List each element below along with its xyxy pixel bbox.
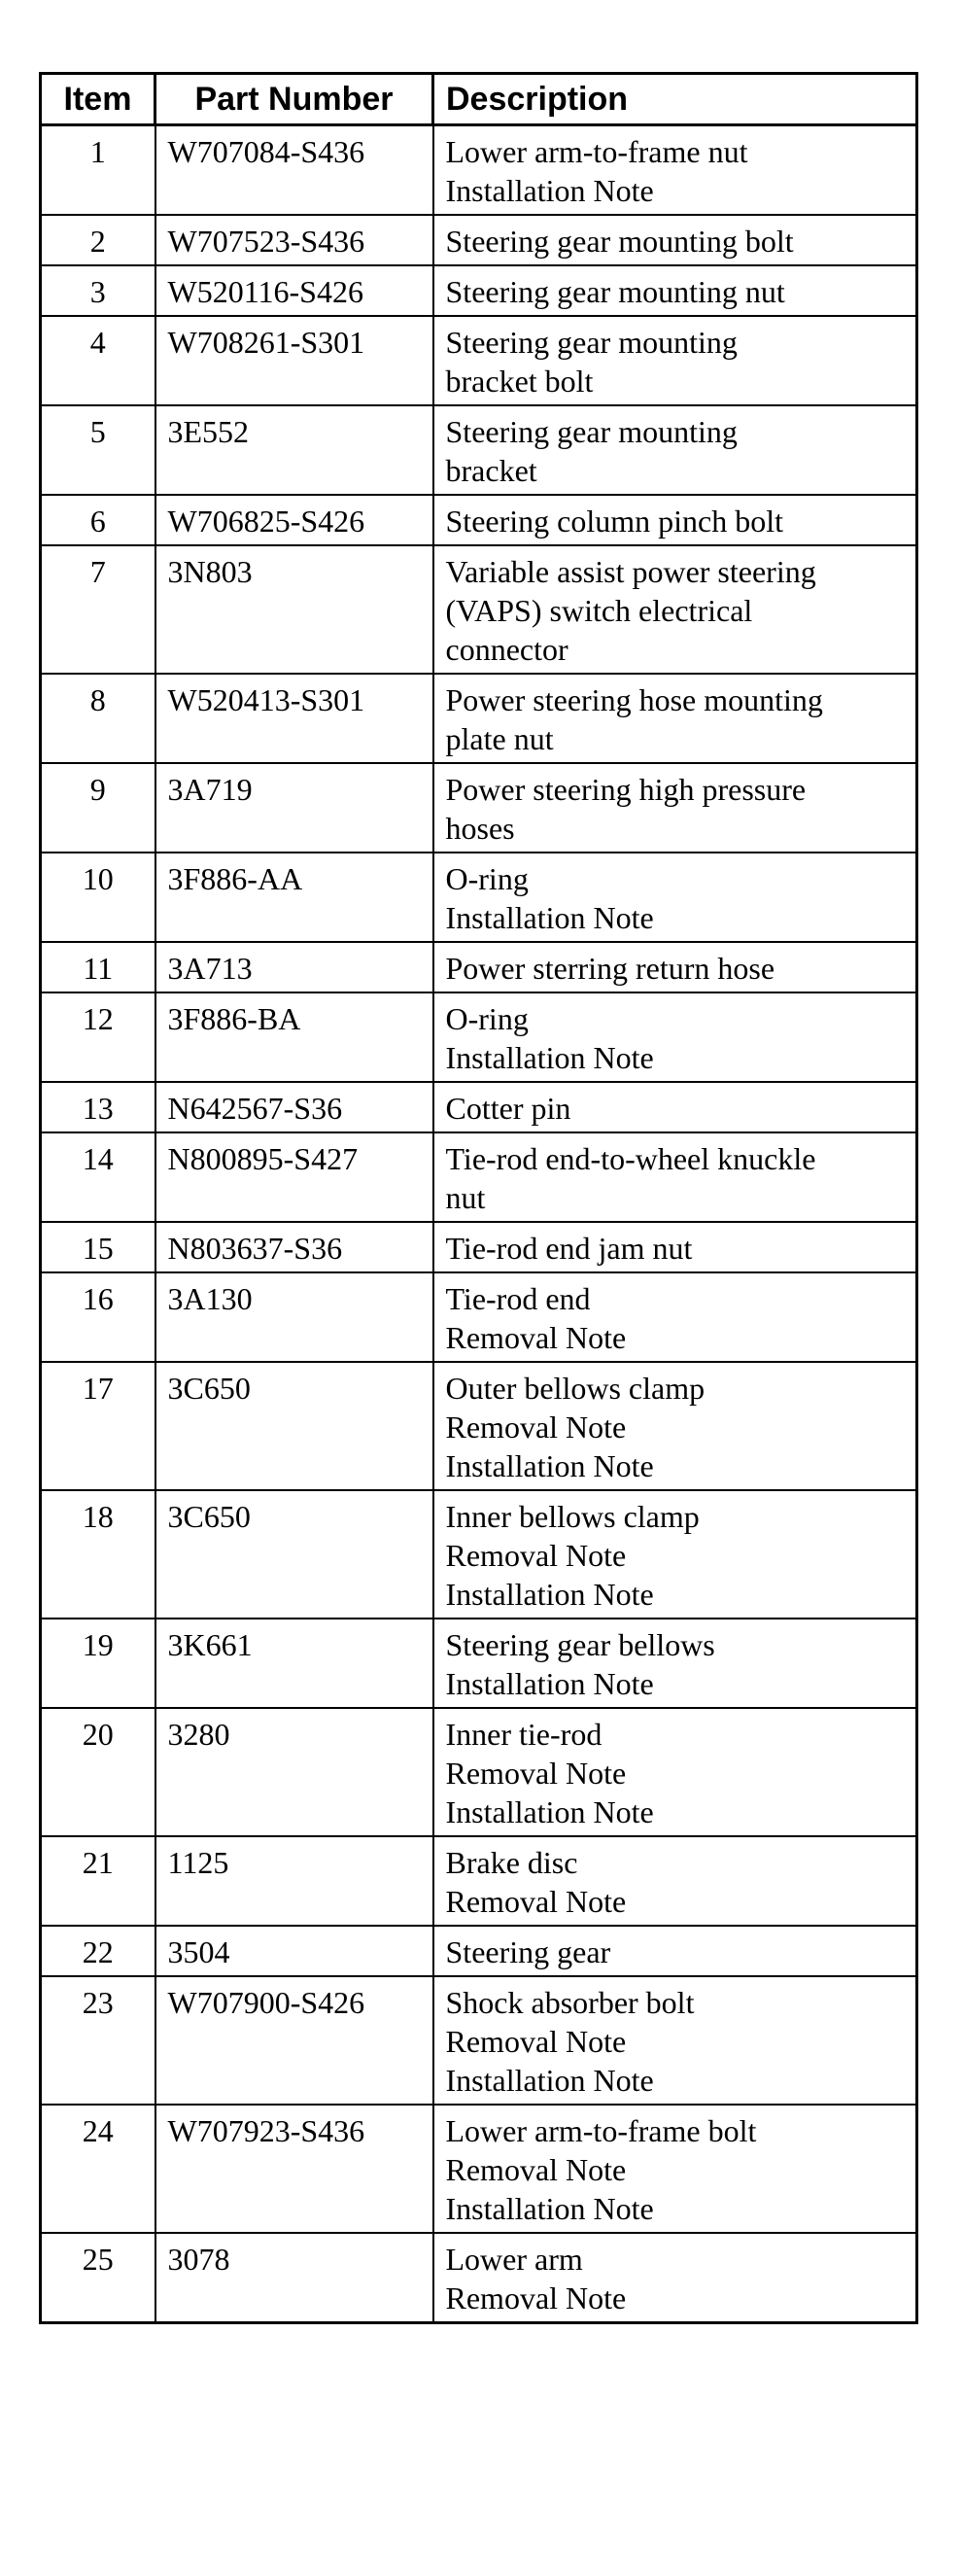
table-row <box>41 1926 917 1976</box>
item-number-cell: 7 <box>41 545 155 674</box>
table-header <box>41 74 917 125</box>
description-line: Power steering hose mounting <box>445 682 823 717</box>
item-number-cell: 16 <box>41 1272 155 1362</box>
table-row <box>41 1619 917 1708</box>
description-line: hoses <box>445 811 515 846</box>
header-row <box>41 74 917 125</box>
item-number-cell: 15 <box>41 1222 155 1272</box>
description-line: Removal Note <box>445 1538 627 1573</box>
part-number-cell: W520116-S426 <box>155 265 433 316</box>
description-line: Shock absorber bolt <box>445 1985 695 2020</box>
part-number-cell: 3A713 <box>155 942 433 992</box>
description-line: Steering column pinch bolt <box>445 504 783 539</box>
part-number-cell: 3280 <box>155 1708 433 1836</box>
item-number-cell: 1 <box>41 125 155 216</box>
item-number-cell: 13 <box>41 1082 155 1132</box>
item-number-cell: 10 <box>41 853 155 942</box>
item-number-cell: 18 <box>41 1490 155 1619</box>
description-cell <box>433 405 917 495</box>
part-number-cell: 3K661 <box>155 1619 433 1708</box>
item-number-cell: 23 <box>41 1976 155 2105</box>
table-row <box>41 125 917 216</box>
description-cell <box>433 2233 917 2323</box>
description-line: bracket bolt <box>445 364 594 399</box>
description-line: Removal Note <box>445 2280 627 2315</box>
description-line: Inner tie-rod <box>445 1717 602 1752</box>
description-line: bracket <box>445 453 537 488</box>
table-row <box>41 405 917 495</box>
item-number-cell: 6 <box>41 495 155 545</box>
table-row <box>41 1222 917 1272</box>
item-number-cell: 11 <box>41 942 155 992</box>
description-line: Removal Note <box>445 1756 627 1791</box>
table-row <box>41 1976 917 2105</box>
description-line: Installation Note <box>445 1577 654 1612</box>
table-row <box>41 1132 917 1222</box>
description-cell <box>433 1082 917 1132</box>
table-row <box>41 674 917 763</box>
table-row <box>41 265 917 316</box>
description-line: O-ring <box>445 861 529 896</box>
description-cell <box>433 495 917 545</box>
description-line: Brake disc <box>445 1845 578 1880</box>
description-cell <box>433 125 917 216</box>
description-line: Tie-rod end <box>445 1281 591 1316</box>
table-row <box>41 1708 917 1836</box>
part-number-cell: 3A719 <box>155 763 433 853</box>
part-number-cell: 3F886-AA <box>155 853 433 942</box>
item-number-cell: 2 <box>41 215 155 265</box>
description-cell <box>433 1708 917 1836</box>
table-row <box>41 763 917 853</box>
description-line: Power steering high pressure <box>445 772 807 807</box>
description-line: Power sterring return hose <box>445 951 775 986</box>
description-line: Removal Note <box>445 2024 627 2059</box>
header-part-number: Part Number <box>155 74 433 125</box>
description-line: Lower arm-to-frame bolt <box>445 2113 757 2148</box>
description-line: Steering gear <box>445 1934 611 1969</box>
part-number-cell: 3078 <box>155 2233 433 2323</box>
description-line: Installation Note <box>445 1040 654 1075</box>
table-row <box>41 545 917 674</box>
part-number-cell: 3C650 <box>155 1490 433 1619</box>
item-number-cell: 12 <box>41 992 155 1082</box>
part-number-cell: 1125 <box>155 1836 433 1926</box>
description-line: Removal Note <box>445 1320 627 1355</box>
table-row <box>41 1082 917 1132</box>
description-line: connector <box>445 632 568 667</box>
description-cell <box>433 1926 917 1976</box>
item-number-cell: 17 <box>41 1362 155 1490</box>
item-number-cell: 22 <box>41 1926 155 1976</box>
description-cell <box>433 545 917 674</box>
description-line: O-ring <box>445 1001 529 1036</box>
description-line: Installation Note <box>445 1666 654 1701</box>
part-number-cell: W708261-S301 <box>155 316 433 405</box>
part-number-cell: W707523-S436 <box>155 215 433 265</box>
item-number-cell: 8 <box>41 674 155 763</box>
parts-table <box>39 72 918 2324</box>
table-row <box>41 1836 917 1926</box>
description-line: Installation Note <box>445 2063 654 2098</box>
item-number-cell: 3 <box>41 265 155 316</box>
description-line: Removal Note <box>445 2152 627 2187</box>
item-number-cell: 5 <box>41 405 155 495</box>
description-cell <box>433 992 917 1082</box>
table-row <box>41 215 917 265</box>
description-line: Installation Note <box>445 1794 654 1829</box>
description-line: Inner bellows clamp <box>445 1499 700 1534</box>
header-item: Item <box>41 74 155 125</box>
description-cell <box>433 1490 917 1619</box>
item-number-cell: 19 <box>41 1619 155 1708</box>
table-row <box>41 2105 917 2233</box>
part-number-cell: W707900-S426 <box>155 1976 433 2105</box>
description-line: Steering gear mounting nut <box>445 274 785 309</box>
description-line: Steering gear bellows <box>445 1627 715 1662</box>
description-line: Tie-rod end-to-wheel knuckle <box>445 1141 816 1176</box>
part-number-cell: 3F886-BA <box>155 992 433 1082</box>
description-line: Variable assist power steering <box>445 554 816 589</box>
part-number-cell: N803637-S36 <box>155 1222 433 1272</box>
table-row <box>41 942 917 992</box>
description-cell <box>433 674 917 763</box>
description-cell <box>433 1272 917 1362</box>
table-row <box>41 1362 917 1490</box>
part-number-cell: 3E552 <box>155 405 433 495</box>
description-cell <box>433 1976 917 2105</box>
description-line: nut <box>445 1180 486 1215</box>
item-number-cell: 9 <box>41 763 155 853</box>
description-line: Installation Note <box>445 1448 654 1483</box>
description-line: Removal Note <box>445 1410 627 1445</box>
table-row <box>41 1490 917 1619</box>
table-row <box>41 853 917 942</box>
description-line: Steering gear mounting bolt <box>445 224 794 259</box>
description-line: Lower arm-to-frame nut <box>445 134 748 169</box>
description-cell <box>433 1132 917 1222</box>
part-number-cell: N642567-S36 <box>155 1082 433 1132</box>
header-description: Description <box>433 74 917 125</box>
part-number-cell: W520413-S301 <box>155 674 433 763</box>
item-number-cell: 4 <box>41 316 155 405</box>
description-line: Installation Note <box>445 2191 654 2226</box>
description-cell <box>433 316 917 405</box>
description-line: Installation Note <box>445 173 654 208</box>
description-cell <box>433 1619 917 1708</box>
description-cell <box>433 1362 917 1490</box>
item-number-cell: 25 <box>41 2233 155 2323</box>
description-line: Steering gear mounting <box>445 325 738 360</box>
description-line: Tie-rod end jam nut <box>445 1231 693 1266</box>
table-body <box>41 125 917 2323</box>
table-row <box>41 316 917 405</box>
part-number-cell: 3504 <box>155 1926 433 1976</box>
item-number-cell: 20 <box>41 1708 155 1836</box>
description-line: (VAPS) switch electrical <box>445 593 753 628</box>
part-number-cell: 3C650 <box>155 1362 433 1490</box>
description-cell <box>433 265 917 316</box>
part-number-cell: 3A130 <box>155 1272 433 1362</box>
item-number-cell: 21 <box>41 1836 155 1926</box>
part-number-cell: W706825-S426 <box>155 495 433 545</box>
part-number-cell: 3N803 <box>155 545 433 674</box>
table-row <box>41 1272 917 1362</box>
item-number-cell: 24 <box>41 2105 155 2233</box>
description-line: Cotter pin <box>445 1091 571 1126</box>
description-cell <box>433 942 917 992</box>
part-number-cell: W707923-S436 <box>155 2105 433 2233</box>
description-line: Lower arm <box>445 2242 583 2277</box>
description-cell <box>433 2105 917 2233</box>
item-number-cell: 14 <box>41 1132 155 1222</box>
description-line: Outer bellows clamp <box>445 1371 706 1406</box>
description-cell <box>433 1222 917 1272</box>
table-row <box>41 2233 917 2323</box>
part-number-cell: N800895-S427 <box>155 1132 433 1222</box>
description-line: Removal Note <box>445 1884 627 1919</box>
description-line: plate nut <box>445 721 554 756</box>
description-line: Steering gear mounting <box>445 414 738 449</box>
description-cell <box>433 763 917 853</box>
description-line: Installation Note <box>445 900 654 935</box>
description-cell <box>433 215 917 265</box>
description-cell <box>433 853 917 942</box>
table-row <box>41 495 917 545</box>
description-cell <box>433 1836 917 1926</box>
part-number-cell: W707084-S436 <box>155 125 433 216</box>
table-row <box>41 992 917 1082</box>
